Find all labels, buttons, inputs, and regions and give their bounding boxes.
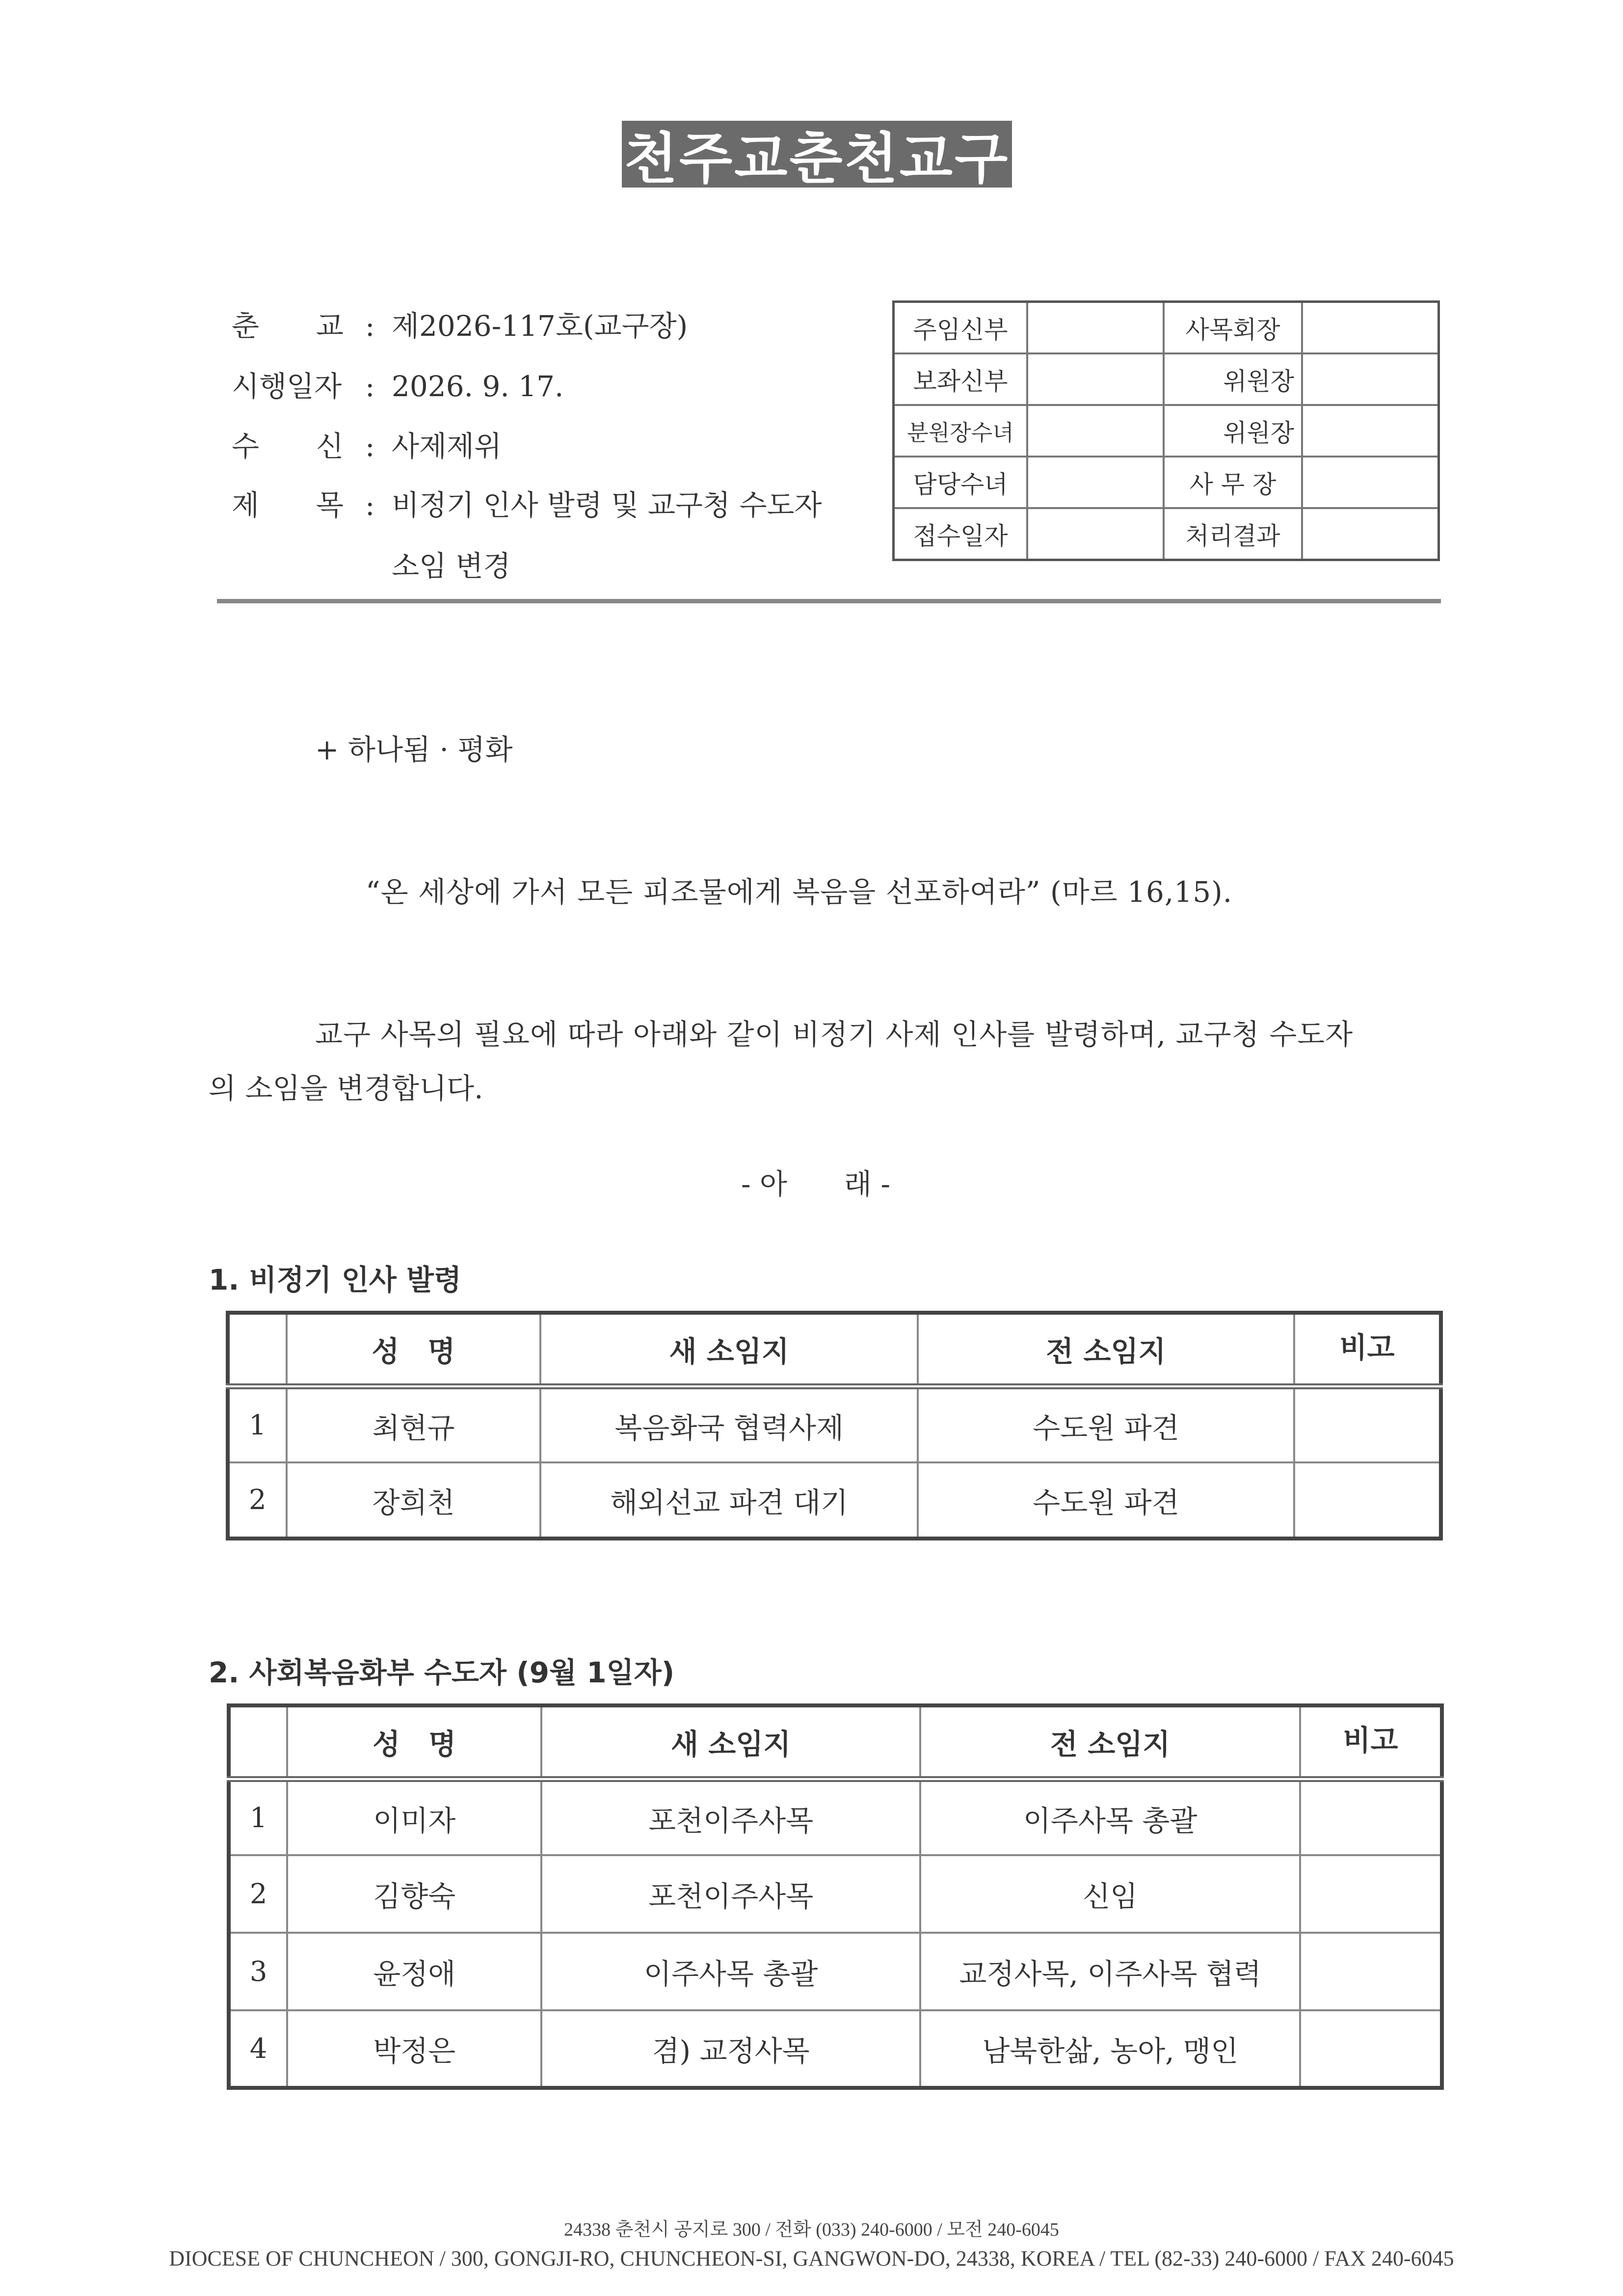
section-1-title: 1. 비정기 인사 발령 [209, 1263, 462, 1297]
new-post: 복음화국 협력사제 [540, 1386, 917, 1462]
intro-line-2: 의 소임을 변경합니다. [209, 1072, 483, 1105]
col-header-new-post: 새 소임지 [540, 1313, 917, 1386]
approval-row [894, 353, 1439, 405]
table-row [228, 1386, 1441, 1462]
note [1300, 1933, 1442, 2010]
approval-label: 위원장 [1164, 353, 1302, 405]
col-header-no [228, 1313, 287, 1386]
section-2-title: 2. 사회복음화부 수도자 (9월 1일자) [209, 1656, 675, 1689]
col-header-prev-post: 전 소임지 [918, 1313, 1294, 1386]
row-number: 1 [229, 1779, 287, 1855]
row-number: 2 [229, 1855, 287, 1933]
approval-signature-cell[interactable] [1302, 405, 1439, 457]
col-header-name: 성 명 [287, 1705, 541, 1779]
col-header-no [229, 1705, 287, 1779]
header-divider [217, 599, 1441, 603]
diocese-title: 천주교춘천교구 [624, 127, 1010, 191]
meta-doc-number [232, 309, 879, 343]
meta-label: 수 신 [232, 430, 344, 463]
meta-colon: : [365, 488, 375, 522]
meta-value: 제2026-117호(교구장) [392, 309, 688, 343]
meta-colon: : [365, 430, 375, 463]
intro-line-1: 교구 사목의 필요에 따라 아래와 같이 비정기 사제 인사를 발령하며, 교구청 수도자 [315, 1018, 1354, 1051]
approval-signature-cell[interactable] [1027, 405, 1164, 457]
meta-label: 시행일자 [232, 370, 342, 403]
approval-signature-cell[interactable] [1027, 302, 1164, 354]
meta-value: 사제제위 [392, 430, 502, 463]
meta-label: 제 목 [232, 488, 344, 522]
approval-signature-cell[interactable] [1302, 457, 1439, 508]
footer-english-address: DIOCESE OF CHUNCHEON / 300, GONGJI-RO, CHUNCHEON-SI, GANGWON-DO, 24338, KOREA / TEL (82-33) 240-6000 / FAX 240-6045 [169, 2246, 1454, 2270]
previous-post: 교정사목, 이주사목 협력 [920, 1933, 1300, 2010]
approval-signature-cell[interactable] [1302, 353, 1439, 405]
footer-korean-address: 24338 춘천시 공지로 300 / 전화 (033) 240-6000 / 모전 240-6045 [564, 2219, 1059, 2240]
approval-signature-cell[interactable] [1027, 457, 1164, 508]
meta-colon: : [365, 370, 375, 403]
row-number: 2 [228, 1462, 287, 1539]
previous-post: 수도원 파견 [918, 1386, 1294, 1462]
person-name: 윤정애 [287, 1933, 541, 2010]
meta-value: 2026. 9. 17. [392, 370, 564, 403]
note [1300, 1855, 1442, 1933]
approval-label: 보좌신부 [894, 353, 1028, 405]
approval-row [894, 457, 1439, 508]
meta-label: 춘 교 [232, 309, 344, 343]
row-number: 4 [229, 2010, 287, 2088]
section-2-table [227, 1703, 1444, 2090]
approval-row [894, 302, 1439, 354]
approval-label: 주임신부 [894, 302, 1028, 354]
approval-signature-cell[interactable] [1302, 302, 1439, 354]
meta-subject [232, 488, 879, 522]
meta-value: 비정기 인사 발령 및 교구청 수도자 [392, 488, 822, 522]
person-name: 박정은 [287, 2010, 541, 2088]
new-post: 포천이주사목 [541, 1779, 920, 1855]
previous-post: 수도원 파견 [918, 1462, 1294, 1539]
note [1294, 1462, 1441, 1539]
table-row [229, 1779, 1442, 1855]
table-header-row [229, 1705, 1442, 1779]
approval-label: 사목회장 [1164, 302, 1302, 354]
col-header-note: 비고 [1300, 1705, 1442, 1779]
person-name: 이미자 [287, 1779, 541, 1855]
approval-grid [892, 300, 1440, 561]
approval-label: 분원장수녀 [894, 405, 1028, 457]
section-1-table [226, 1311, 1443, 1540]
note [1294, 1386, 1441, 1462]
approval-signature-cell[interactable] [1027, 353, 1164, 405]
col-header-prev-post: 전 소임지 [920, 1705, 1300, 1779]
meta-colon: : [365, 309, 375, 343]
new-post: 포천이주사목 [541, 1855, 920, 1933]
approval-label: 사 무 장 [1164, 457, 1302, 508]
new-post: 겸) 교정사목 [541, 2010, 920, 2088]
note [1300, 2010, 1442, 2088]
person-name: 최현규 [287, 1386, 541, 1462]
meta-recipient [232, 432, 879, 461]
approval-row [894, 508, 1439, 560]
col-header-new-post: 새 소임지 [541, 1705, 920, 1779]
new-post: 해외선교 파견 대기 [540, 1462, 917, 1539]
col-header-note: 비고 [1294, 1313, 1441, 1386]
previous-post: 신임 [920, 1855, 1300, 1933]
row-number: 3 [229, 1933, 287, 2010]
approval-row [894, 405, 1439, 457]
approval-label: 접수일자 [894, 508, 1028, 560]
meta-effective-date [232, 372, 879, 402]
approval-label: 처리결과 [1164, 508, 1302, 560]
table-header-row [228, 1313, 1441, 1386]
person-name: 김향숙 [287, 1855, 541, 1933]
table-row [229, 1933, 1442, 2010]
table-row [229, 2010, 1442, 2088]
approval-label: 담당수녀 [894, 457, 1028, 508]
person-name: 장희천 [287, 1462, 541, 1539]
col-header-name: 성 명 [287, 1313, 541, 1386]
approval-signature-cell[interactable] [1302, 508, 1439, 560]
scripture-quote: “온 세상에 가서 모든 피조물에게 복음을 선포하여라” (마르 16,15). [366, 875, 1233, 909]
table-row [228, 1462, 1441, 1539]
row-number: 1 [228, 1386, 287, 1462]
table-row [229, 1855, 1442, 1933]
new-post: 이주사목 총괄 [541, 1933, 920, 2010]
note [1300, 1779, 1442, 1855]
previous-post: 남북한삶, 농아, 맹인 [920, 2010, 1300, 2088]
approval-label: 위원장 [1164, 405, 1302, 457]
previous-post: 이주사목 총괄 [920, 1779, 1300, 1855]
below-marker: - 아 래 - [741, 1167, 891, 1201]
approval-signature-cell[interactable] [1027, 508, 1164, 560]
meta-subject-continued: 소임 변경 [392, 549, 511, 583]
diocese-banner [622, 121, 1012, 191]
greeting: + 하나됨 · 평화 [315, 733, 513, 766]
